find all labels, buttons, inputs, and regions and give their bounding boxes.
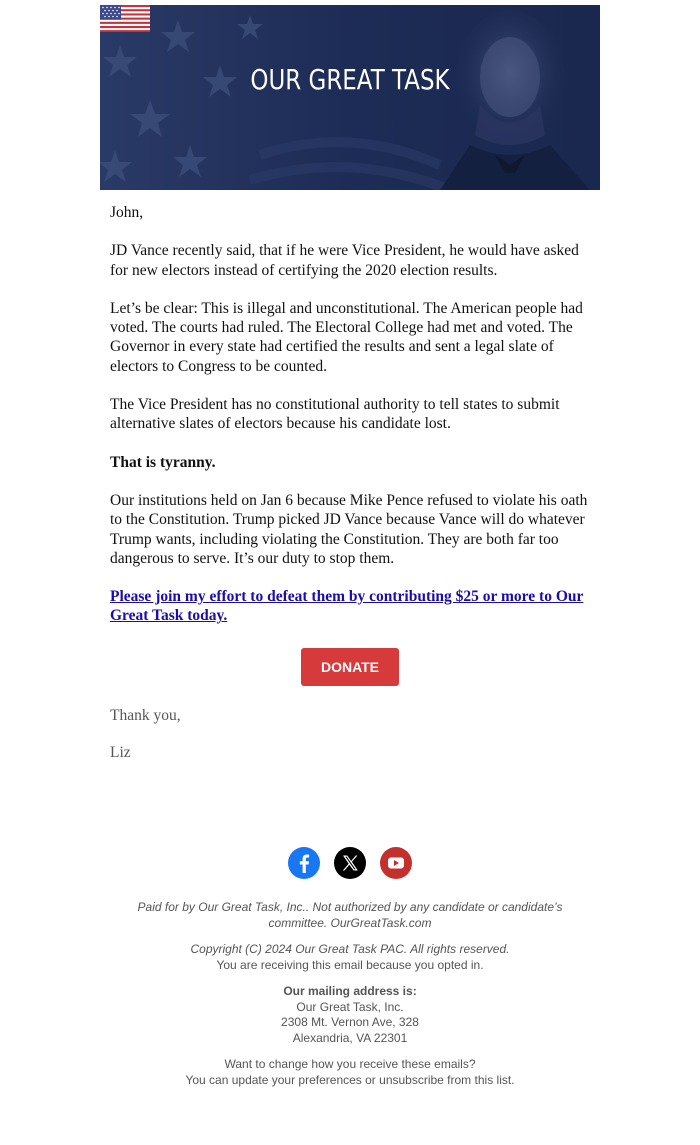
facebook-icon[interactable] xyxy=(288,847,320,879)
disclaimer: Paid for by Our Great Task, Inc.. Not authorized by any candidate or candidate’s committee. OurGreatTask.com xyxy=(137,900,563,930)
youtube-icon[interactable] xyxy=(380,847,412,879)
donate-wrap xyxy=(0,648,700,686)
preferences-block xyxy=(120,1057,580,1088)
header-background xyxy=(100,5,600,190)
footer xyxy=(120,900,580,1099)
paragraph-3: The Vice President has no constitutional authority to tell states to submit alternative slates of electors because his candidate lost. xyxy=(110,396,560,433)
closing: Thank you, xyxy=(110,707,181,724)
signature-name: Liz xyxy=(110,744,131,762)
mailing-label: Our mailing address is: xyxy=(283,984,417,998)
copyright-block xyxy=(120,942,580,973)
opted-in-note: You are receiving this email because you opted in. xyxy=(216,957,484,972)
change-prompt: Want to change how you receive these emails? xyxy=(224,1057,476,1071)
cta-paragraph xyxy=(110,587,595,626)
donate-button[interactable]: DONATE xyxy=(301,648,399,686)
social-links xyxy=(0,847,700,879)
greeting: John, xyxy=(110,204,144,221)
email-body xyxy=(110,203,595,645)
paragraph-2: Let’s be clear: This is illegal and unconstitutional. The American people had voted. The courts had ruled. The Electoral College had met and voted. The Governor in every state had certified the results and sent a legal slate of electors to Congress to be counted. xyxy=(110,299,583,375)
paragraph-tyranny: That is tyranny. xyxy=(110,453,216,471)
signoff xyxy=(110,706,181,781)
paragraph-1: JD Vance recently said, that if he were Vice President, he would have asked for new electors instead of certifying the 2020 election results. xyxy=(110,242,579,279)
x-twitter-icon[interactable] xyxy=(334,847,366,879)
address-org: Our Great Task, Inc. xyxy=(296,999,404,1014)
header-title: OUR GREAT TASK xyxy=(250,63,450,96)
update-preferences-link[interactable]: You can update your preferences or unsubscribe from this list. xyxy=(185,1072,515,1087)
mailing-address xyxy=(120,984,580,1046)
paragraph-5: Our institutions held on Jan 6 because Mike Pence refused to violate his oath to the Constitution. Trump picked JD Vance because Vance will do whatever Trump wants, including violating the Constitution. They are both far too dangerous to serve. It’s our duty to stop them. xyxy=(110,491,588,567)
us-flag-icon xyxy=(100,5,150,32)
header-banner xyxy=(100,5,600,190)
cta-link[interactable]: Please join my effort to defeat them by contributing $25 or more to Our Great Task today. xyxy=(110,588,584,625)
address-street: 2308 Mt. Vernon Ave, 328 xyxy=(281,1015,419,1029)
address-city: Alexandria, VA 22301 xyxy=(292,1030,408,1045)
copyright: Copyright (C) 2024 Our Great Task PAC. All rights reserved. xyxy=(190,942,510,956)
